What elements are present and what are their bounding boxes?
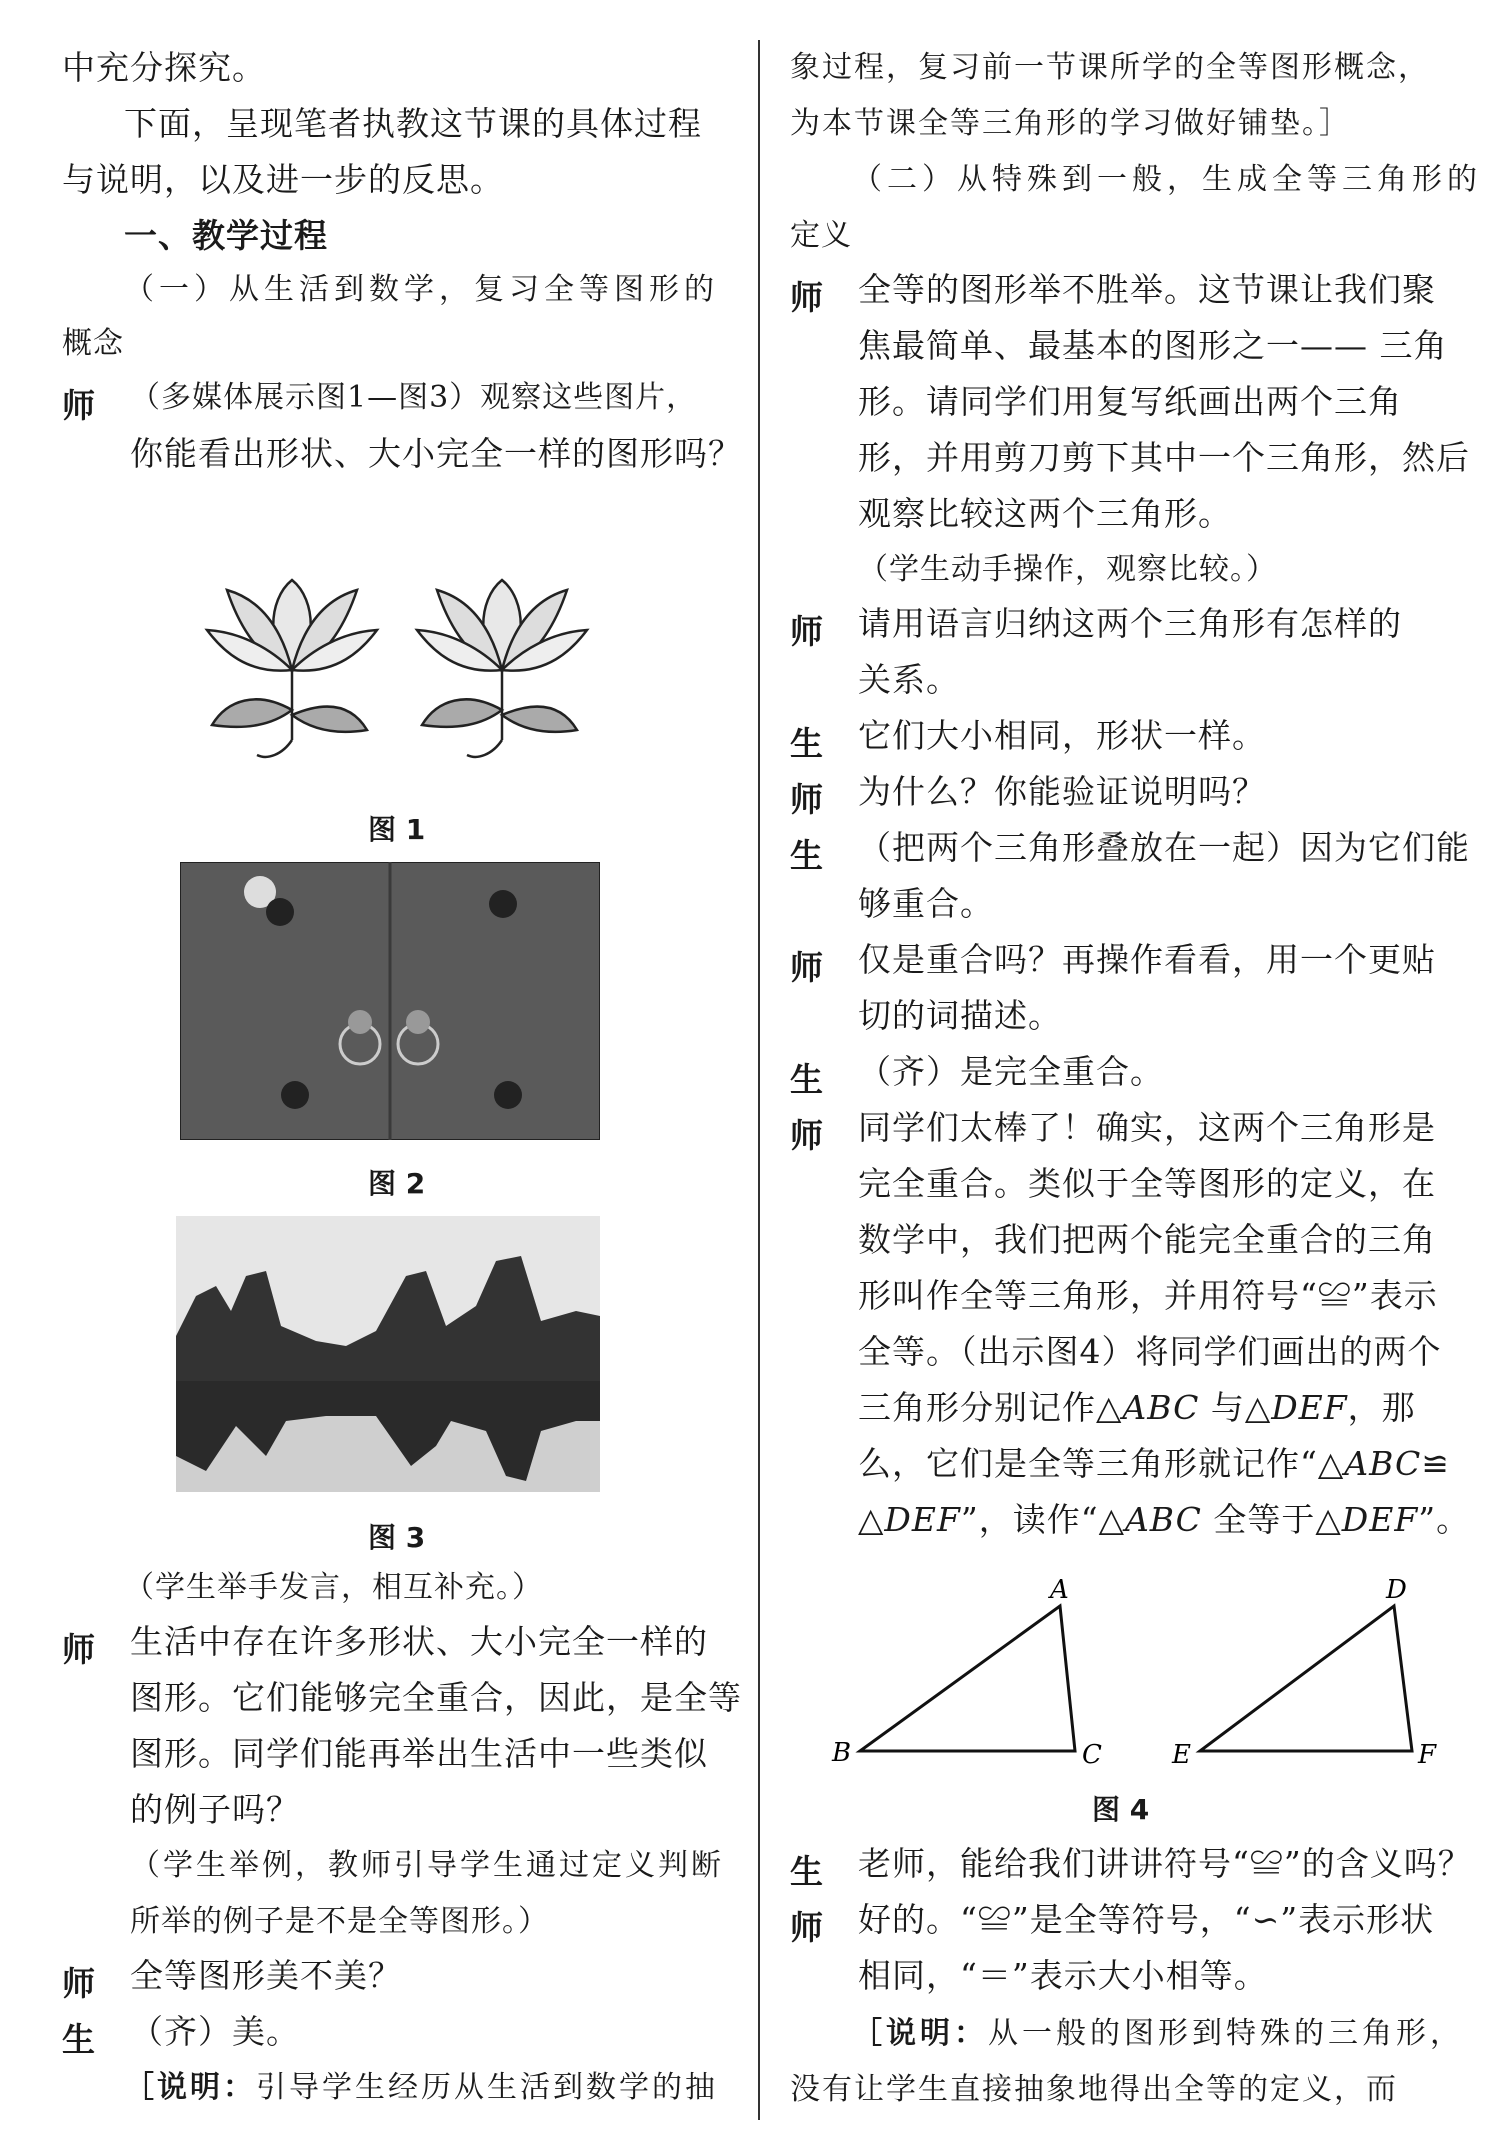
text-line: 图形。同学们能再举出生活中一些类似 xyxy=(130,1734,708,1773)
text-line: 全等图形美不美？ xyxy=(130,1956,402,1995)
text-line: 够重合。 xyxy=(858,884,994,923)
speaker-student: 生 xyxy=(790,1852,823,1891)
speaker-student: 生 xyxy=(790,724,823,763)
text-line: 三角形分别记作△ABC 与△DEF，那 xyxy=(858,1388,1416,1427)
text-line: 观察比较这两个三角形。 xyxy=(858,494,1232,533)
section-heading: 一、教学过程 xyxy=(124,216,328,255)
text-line: 为本节课全等三角形的学习做好铺垫。］ xyxy=(790,106,1351,141)
vertex-label-d: D xyxy=(1386,1576,1407,1605)
figure-4-triangles-diagram xyxy=(820,1576,1440,1776)
explanation-text: 引导学生经历从生活到数学的抽 xyxy=(256,2070,718,2105)
text-line: 形，并用剪刀剪下其中一个三角形，然后 xyxy=(858,438,1470,477)
text-line: （齐）美。 xyxy=(130,2012,300,2051)
text-line: 全等。（出示图4）将同学们画出的两个 xyxy=(858,1332,1442,1371)
vertex-label-b: B xyxy=(832,1738,852,1768)
text-line: （把两个三角形叠放在一起）因为它们能 xyxy=(858,828,1470,867)
text-line: 数学中，我们把两个能完全重合的三角 xyxy=(858,1220,1436,1259)
subsection-heading: （一）从生活到数学，复习全等图形的 xyxy=(124,272,719,307)
text-line: 形叫作全等三角形，并用符号“≌”表示 xyxy=(858,1276,1438,1315)
speaker-student: 生 xyxy=(790,836,823,875)
text-line: 同学们太棒了！确实，这两个三角形是 xyxy=(858,1108,1436,1147)
explanation-label: ［说明： xyxy=(124,2070,256,2105)
text-line: 全等的图形举不胜举。这节课让我们聚 xyxy=(858,270,1436,309)
text-line: 你能看出形状、大小完全一样的图形吗？ xyxy=(130,434,742,473)
subsection-heading: （二）从特殊到一般，生成全等三角形的 xyxy=(852,162,1482,197)
text-line: 切的词描述。 xyxy=(858,996,1062,1035)
column-divider xyxy=(758,40,760,2120)
text-line: △DEF”，读作“△ABC 全等于△DEF”。 xyxy=(858,1500,1471,1539)
text-line: 生活中存在许多形状、大小完全一样的 xyxy=(130,1622,708,1661)
figure-2-door-image xyxy=(180,862,600,1140)
text-line: （学生举例，教师引导学生通过定义判断 xyxy=(130,1848,724,1883)
text-line: 图形。它们能够完全重合，因此，是全等 xyxy=(130,1678,742,1717)
speaker-teacher: 师 xyxy=(790,612,823,651)
text-line: 焦最简单、最基本的图形之一—— 三角 xyxy=(858,326,1448,365)
text-line: 中充分探究。 xyxy=(62,48,266,87)
text-line: 关系。 xyxy=(858,660,960,699)
triangle-abc xyxy=(860,1606,1075,1751)
text-line: 所举的例子是不是全等图形。） xyxy=(130,1904,549,1939)
speaker-teacher: 师 xyxy=(790,780,823,819)
text-line: 老师，能给我们讲讲符号“≌”的含义吗？ xyxy=(858,1844,1472,1883)
explanation-line xyxy=(852,2006,1464,2062)
text-line: 象过程，复习前一节课所学的全等图形概念， xyxy=(790,50,1430,85)
text-line: 下面，呈现笔者执教这节课的具体过程 xyxy=(124,104,702,143)
text-line: 为什么？你能验证说明吗？ xyxy=(858,772,1266,811)
text-line: （学生动手操作，观察比较。） xyxy=(858,552,1277,587)
figure-4-caption: 图 4 xyxy=(1092,1793,1150,1826)
explanation-text: 从一般的图形到特殊的三角形， xyxy=(988,2016,1464,2051)
text-line: 请用语言归纳这两个三角形有怎样的 xyxy=(858,604,1402,643)
explanation-label: ［说明： xyxy=(852,2016,988,2051)
explanation-line xyxy=(124,2060,718,2116)
speaker-teacher: 师 xyxy=(62,1630,95,1669)
speaker-teacher: 师 xyxy=(790,1116,823,1155)
vertex-label-e: E xyxy=(1172,1740,1191,1770)
text-line: 相同，“＝”表示大小相等。 xyxy=(858,1956,1268,1995)
figure-1-caption: 图 1 xyxy=(368,813,426,846)
vertex-label-a: A xyxy=(1050,1576,1069,1605)
text-line: 完全重合。类似于全等图形的定义，在 xyxy=(858,1164,1436,1203)
vertex-label-c: C xyxy=(1082,1740,1102,1770)
text-line: 的例子吗？ xyxy=(130,1790,300,1829)
text-line: 与说明，以及进一步的反思。 xyxy=(62,160,504,199)
subsection-heading: 概念 xyxy=(62,326,124,361)
text-line: 它们大小相同，形状一样。 xyxy=(858,716,1266,755)
speaker-student: 生 xyxy=(62,2020,95,2059)
text-line: （齐）是完全重合。 xyxy=(858,1052,1164,1091)
text-line: （多媒体展示图1—图3）观察这些图片， xyxy=(130,380,698,415)
figure-3-caption: 图 3 xyxy=(368,1521,426,1554)
text-line: 形。请同学们用复写纸画出两个三角 xyxy=(858,382,1402,421)
figure-1-lotus-image xyxy=(187,540,617,770)
text-line: （学生举手发言，相互补充。） xyxy=(124,1570,543,1605)
speaker-teacher: 师 xyxy=(790,948,823,987)
vertex-label-f: F xyxy=(1418,1740,1437,1770)
text-line: 没有让学生直接抽象地得出全等的定义，而 xyxy=(790,2072,1398,2107)
speaker-teacher: 师 xyxy=(62,1964,95,2003)
speaker-teacher: 师 xyxy=(790,278,823,317)
figure-2-caption: 图 2 xyxy=(368,1167,426,1200)
speaker-student: 生 xyxy=(790,1060,823,1099)
subsection-heading: 定义 xyxy=(790,218,852,253)
figure-3-landscape-image xyxy=(176,1216,600,1492)
speaker-teacher: 师 xyxy=(62,386,95,425)
triangle-def xyxy=(1200,1606,1412,1751)
text-line: 好的。“≌”是全等符号，“∽”表示形状 xyxy=(858,1900,1435,1939)
speaker-teacher: 师 xyxy=(790,1908,823,1947)
text-line: 么，它们是全等三角形就记作“△ABC≌ xyxy=(858,1444,1450,1483)
text-line: 仅是重合吗？再操作看看，用一个更贴 xyxy=(858,940,1436,979)
